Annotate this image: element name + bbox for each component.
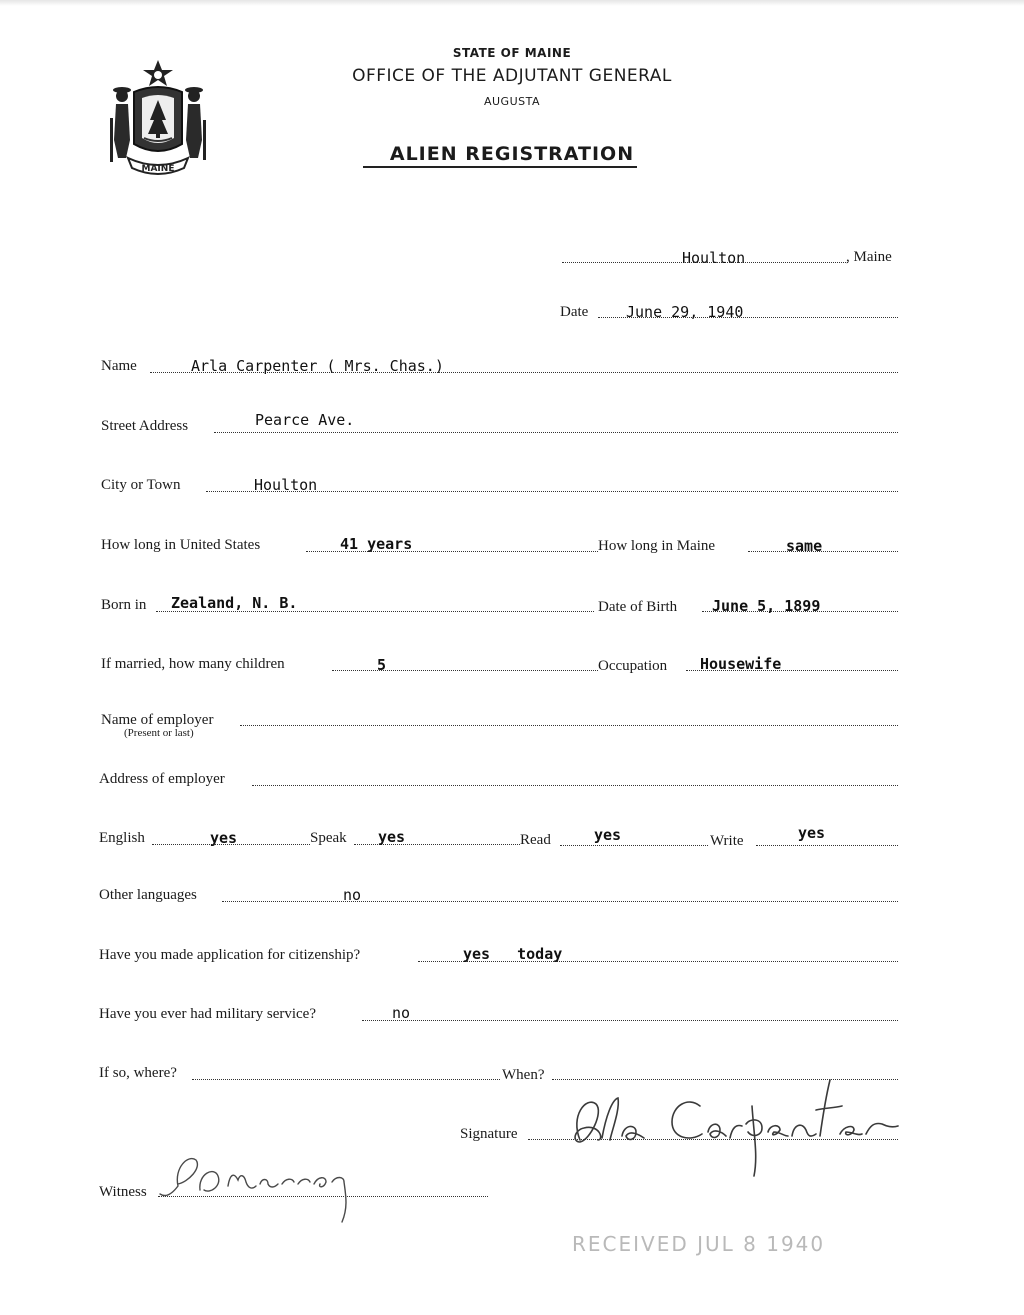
other-languages-dotted-line	[222, 901, 898, 902]
city-label: City or Town	[101, 477, 181, 493]
speak-value: yes	[378, 828, 406, 846]
place-value: Houlton	[682, 249, 746, 267]
other-languages-label: Other languages	[99, 887, 197, 903]
how-long-us-label: How long in United States	[101, 537, 261, 553]
witness-label: Witness	[99, 1184, 147, 1200]
signature-label: Signature	[460, 1126, 518, 1142]
read-dotted-line	[560, 845, 708, 846]
place-suffix: , Maine	[846, 249, 892, 265]
seal-ribbon-text: MAINE	[141, 164, 175, 174]
born-in-value: Zealand, N. B.	[171, 594, 298, 612]
employer-name-sublabel: (Present or last)	[124, 727, 194, 739]
street-label: Street Address	[101, 418, 189, 434]
where-label: If so, where?	[99, 1065, 177, 1081]
employer-address-dotted-line	[252, 785, 898, 786]
military-label: Have you ever had military service?	[99, 1006, 316, 1022]
office-heading: OFFICE OF THE ADJUTANT GENERAL	[352, 66, 672, 86]
write-label: Write	[710, 833, 744, 849]
write-value: yes	[798, 824, 826, 842]
street-value: Pearce Ave.	[255, 411, 355, 429]
children-dotted-line	[332, 670, 598, 671]
page-top-edge	[0, 0, 1024, 6]
received-stamp: RECEIVED JUL 8 1940	[572, 1232, 826, 1256]
children-value: 5	[377, 656, 387, 674]
write-dotted-line	[756, 845, 898, 846]
occupation-value: Housewife	[700, 655, 782, 673]
street-dotted-line	[214, 432, 898, 433]
how-long-maine-label: How long in Maine	[598, 538, 716, 554]
citizenship-value: yes today	[463, 945, 563, 963]
name-value: Arla Carpenter ( Mrs. Chas.)	[191, 357, 444, 375]
date-value: June 29, 1940	[626, 303, 744, 321]
employer-name-dotted-line	[240, 725, 898, 726]
how-long-us-value: 41 years	[340, 535, 413, 553]
occupation-label: Occupation	[598, 658, 668, 674]
form-title: ALIEN REGISTRATION	[389, 143, 635, 165]
dob-label: Date of Birth	[598, 599, 678, 615]
signature-handwriting	[540, 1076, 950, 1180]
city-heading: AUGUSTA	[483, 95, 541, 108]
witness-signature-handwriting	[148, 1146, 368, 1226]
employer-address-label: Address of employer	[99, 771, 225, 787]
military-dotted-line	[362, 1020, 898, 1021]
english-value: yes	[210, 829, 238, 847]
city-value: Houlton	[254, 476, 318, 494]
title-underline	[363, 166, 637, 168]
read-value: yes	[594, 826, 622, 844]
name-label: Name	[101, 358, 137, 374]
when-label: When?	[502, 1067, 545, 1083]
english-label: English	[99, 830, 145, 846]
military-value: no	[392, 1004, 411, 1022]
children-label: If married, how many children	[101, 656, 285, 672]
how-long-maine-dotted-line	[748, 551, 898, 552]
other-languages-value: no	[343, 886, 362, 904]
state-heading: STATE OF MAINE	[452, 46, 572, 60]
dob-value: June 5, 1899	[712, 597, 821, 615]
where-dotted-line	[192, 1079, 500, 1080]
employer-name-label: Name of employer	[101, 712, 214, 728]
date-label: Date	[560, 304, 589, 320]
citizenship-label: Have you made application for citizenship?	[99, 947, 361, 963]
how-long-maine-value: same	[786, 537, 823, 555]
speak-label: Speak	[310, 830, 347, 846]
read-label: Read	[520, 832, 551, 848]
born-in-label: Born in	[101, 597, 147, 613]
